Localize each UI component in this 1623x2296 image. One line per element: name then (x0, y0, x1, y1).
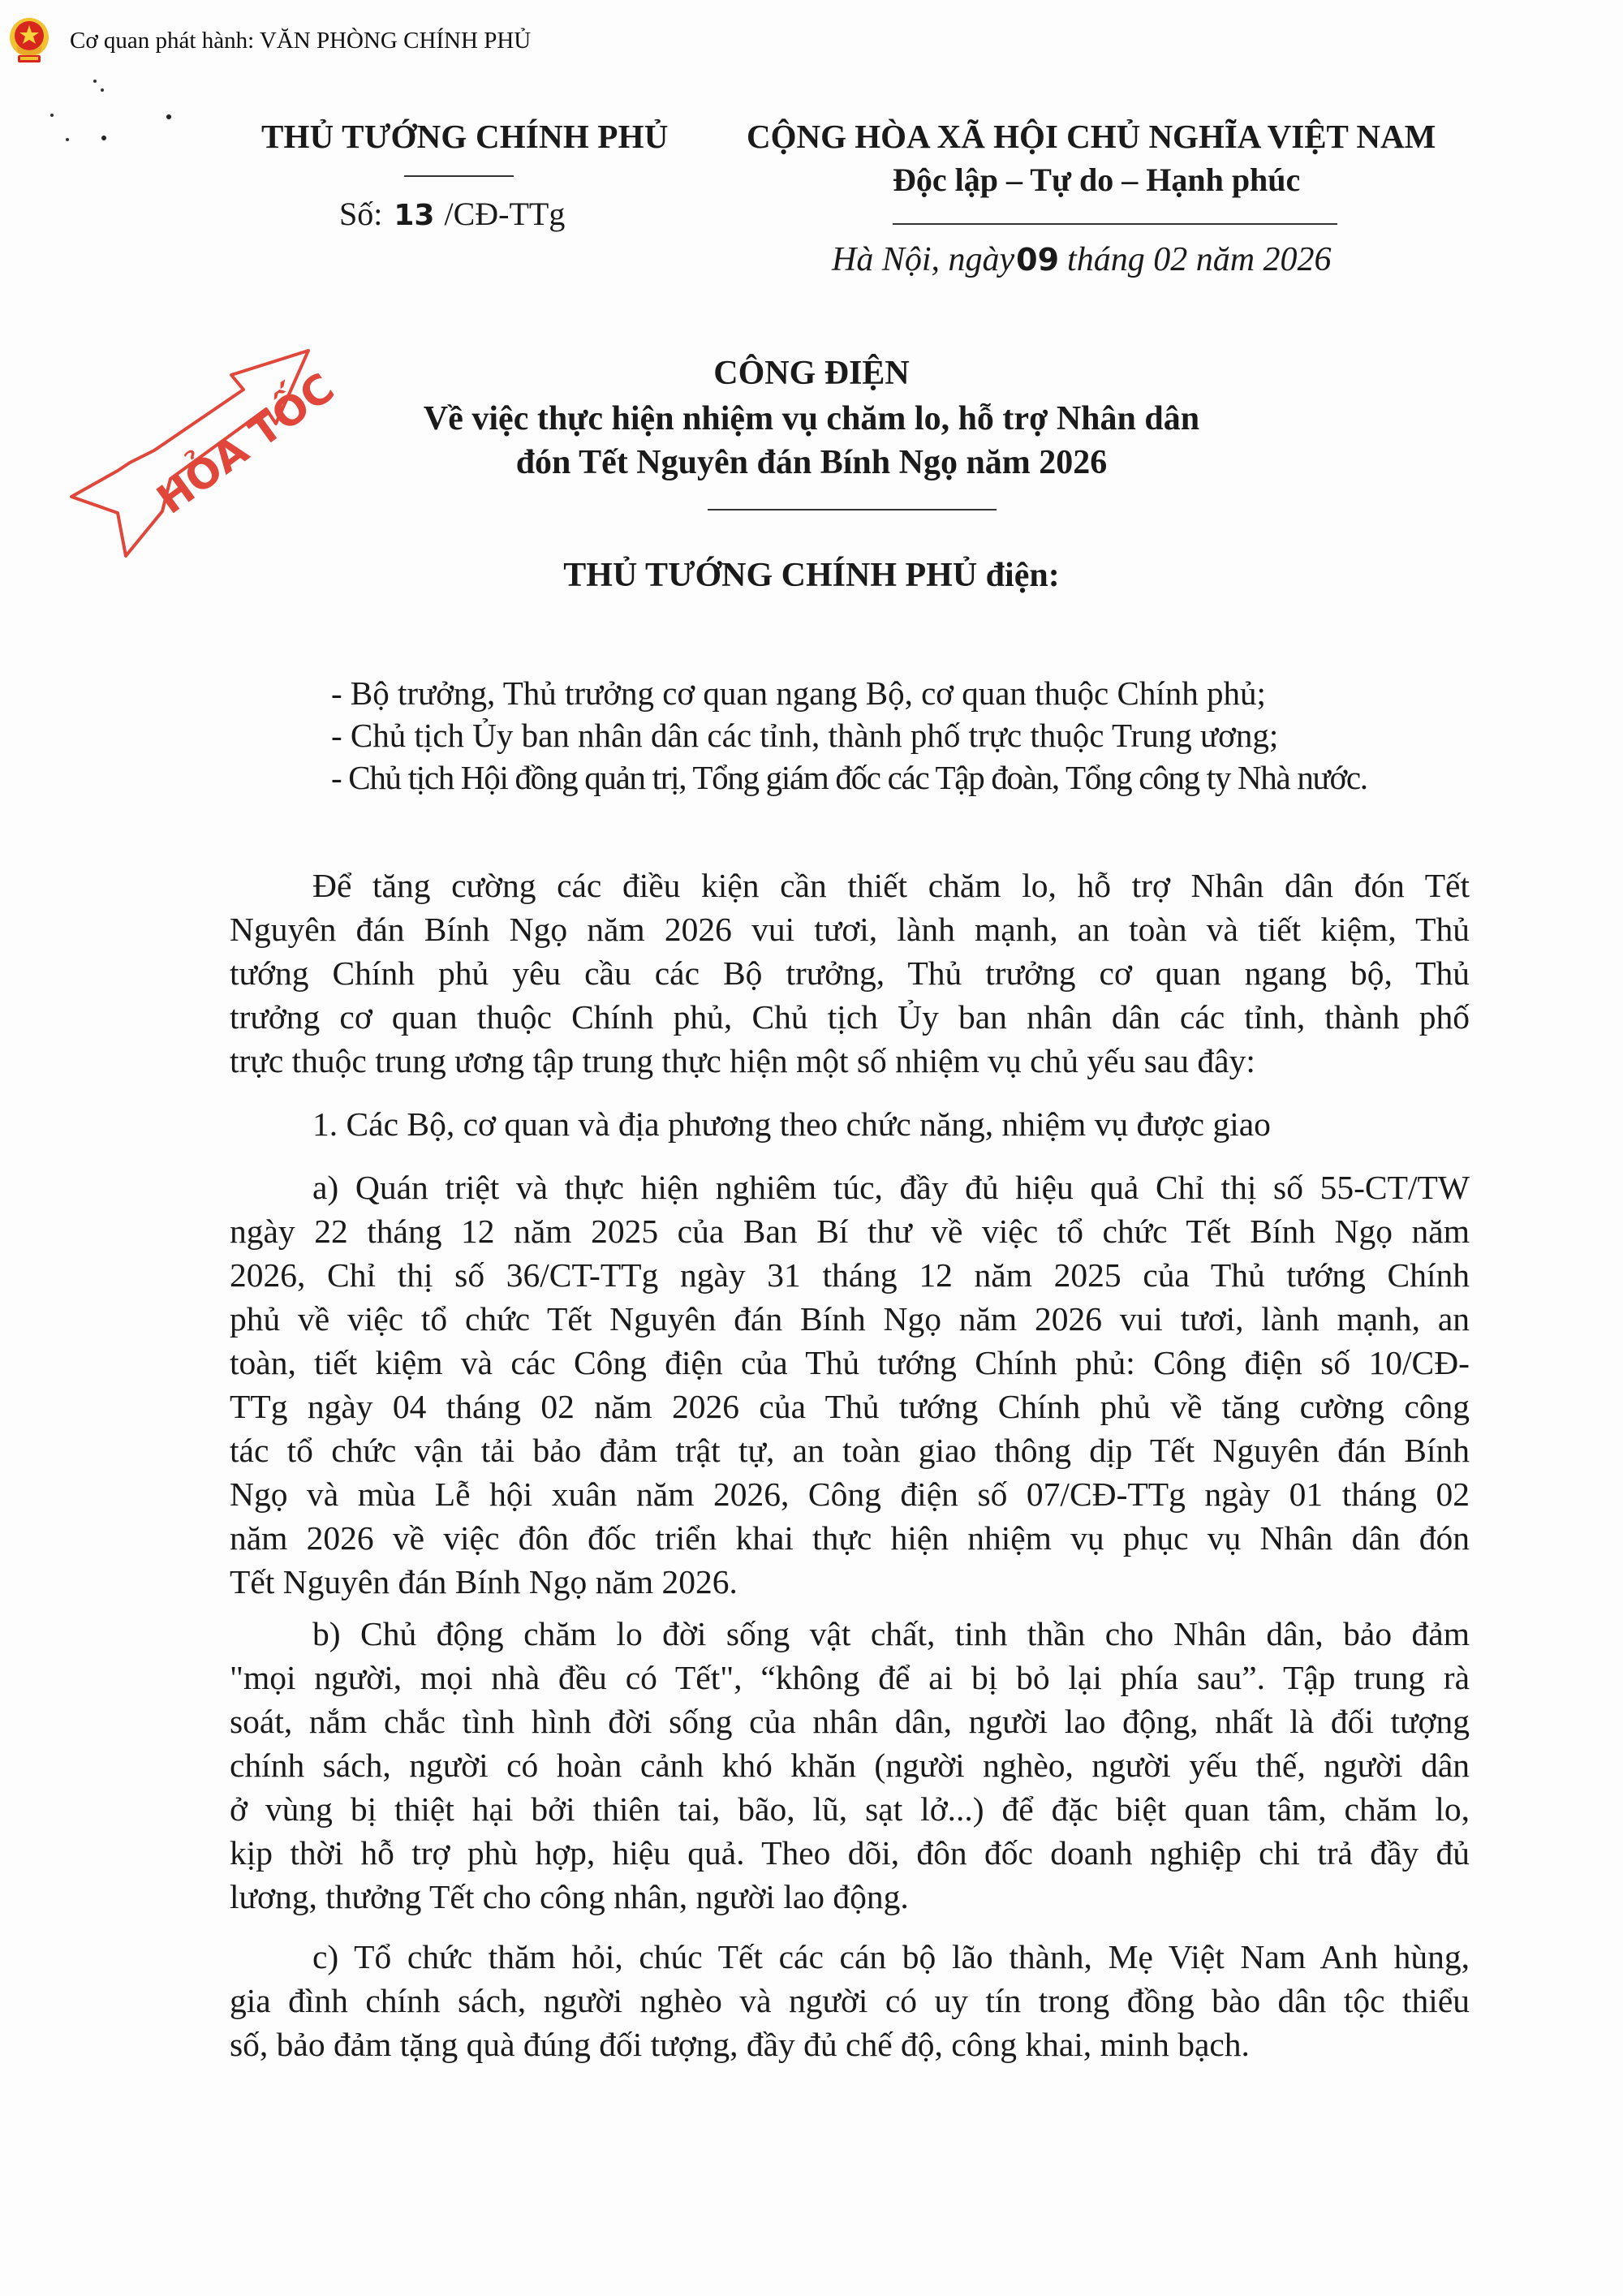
agency-name: THỦ TƯỚNG CHÍNH PHỦ (261, 118, 669, 155)
body-line: 2026, Chỉ thị số 36/CT-TTg ngày 31 tháng 12 năm 2025 của Thủ tướng Chính (230, 1256, 1470, 1294)
body-line: ngày 22 tháng 12 năm 2025 của Ban Bí thư về việc tổ chức Tết Bính Ngọ năm (230, 1213, 1470, 1250)
national-emblem-icon (6, 16, 52, 68)
sender-line: THỦ TƯỚNG CHÍNH PHỦ điện: (563, 557, 1060, 594)
body-line: tướng Chính phủ yêu cầu các Bộ trưởng, Thủ trưởng cơ quan ngang bộ, Thủ (230, 954, 1470, 992)
number-value: 13 (394, 199, 435, 232)
stamp-text: HỎA TỐC (148, 364, 343, 523)
agency-underline (404, 175, 514, 177)
section-1-heading (230, 1102, 1470, 1146)
recipient-item: - Bộ trưởng, Thủ trưởng cơ quan ngang Bộ, cơ quan thuộc Chính phủ; (331, 674, 1266, 712)
item-c-paragraph (230, 1935, 1470, 2066)
place-suffix: tháng 02 năm 2026 (1067, 241, 1332, 278)
body-line: Nguyên đán Bính Ngọ năm 2026 vui tươi, lành mạnh, an toàn và tiết kiệm, Thủ (230, 911, 1470, 948)
body-line: Tết Nguyên đán Bính Ngọ năm 2026. (230, 1563, 738, 1600)
document-number (339, 195, 565, 233)
body-line: trực thuộc trung ương tập trung thực hiện một số nhiệm vụ chủ yếu sau đây: (230, 1042, 1255, 1079)
motto: Độc lập – Tự do – Hạnh phúc (893, 162, 1301, 198)
body-line: gia đình chính sách, người nghèo và người có uy tín trong đồng bào dân tộc thiểu (230, 1982, 1470, 2019)
body-line: kịp thời hỗ trợ phù hợp, hiệu quả. Theo dõi, đôn đốc doanh nghiệp chi trả đầy đủ (230, 1834, 1470, 1872)
number-prefix: Số: (339, 196, 383, 232)
issuer-bar (0, 16, 730, 65)
recipient-item: - Chủ tịch Hội đồng quản trị, Tổng giám đốc các Tập đoàn, Tổng công ty Nhà nước. (331, 759, 1367, 796)
body-line: năm 2026 về việc đôn đốc triển khai thực hiện nhiệm vụ phục vụ Nhân dân đón (230, 1519, 1470, 1557)
body-line: phủ về việc tổ chức Tết Nguyên đán Bính Ngọ năm 2026 vui tươi, lành mạnh, an (230, 1300, 1470, 1338)
body-line: TTg ngày 04 tháng 02 năm 2026 của Thủ tướng Chính phủ về tăng cường công (230, 1388, 1470, 1425)
item-a-paragraph (230, 1165, 1470, 1604)
body-line: soát, nắm chắc tình hình đời sống của nhân dân, người lao động, nhất là đối tượng (230, 1703, 1470, 1740)
body-line: lương, thưởng Tết cho công nhân, người lao động. (230, 1878, 909, 1915)
place-date (832, 240, 1332, 279)
item-b-paragraph (230, 1612, 1470, 1919)
title-underline (708, 509, 997, 510)
body-line: chính sách, người có hoàn cảnh khó khăn (người nghèo, người yếu thế, người dân (230, 1747, 1470, 1784)
body-line: số, bảo đảm tặng quà đúng đối tượng, đầy đủ chế độ, công khai, minh bạch. (230, 2026, 1250, 2063)
body-line: a) Quán triệt và thực hiện nghiêm túc, đầy đủ hiệu quả Chỉ thị số 55-CT/TW (312, 1169, 1470, 1206)
body-line: Để tăng cường các điều kiện cần thiết chăm lo, hỗ trợ Nhân dân đón Tết (312, 867, 1470, 904)
day-value: 09 (1016, 242, 1060, 278)
document-type: CÔNG ĐIỆN (713, 355, 910, 392)
place-prefix: Hà Nội, ngày (832, 241, 1015, 278)
body-line: toàn, tiết kiệm và các Công điện của Thủ tướng Chính phủ: Công điện số 10/CĐ- (230, 1344, 1470, 1381)
issuer-label: Cơ quan phát hành: VĂN PHÒNG CHÍNH PHỦ (70, 28, 532, 54)
body-line: tác tổ chức vận tải bảo đảm trật tự, an toàn giao thông dịp Tết Nguyên đán Bính (230, 1432, 1470, 1469)
body-line: Ngọ và mùa Lễ hội xuân năm 2026, Công điện số 07/CĐ-TTg ngày 01 tháng 02 (230, 1475, 1470, 1513)
body-line: 1. Các Bộ, cơ quan và địa phương theo chức năng, nhiệm vụ được giao (312, 1105, 1271, 1143)
scan-specks (49, 73, 211, 146)
intro-paragraph (230, 864, 1470, 1083)
number-suffix: /CĐ-TTg (444, 196, 566, 232)
body-line: ở vùng bị thiệt hại bởi thiên tai, bão, lũ, sạt lở...) để đặc biệt quan tâm, chăm lo, (230, 1790, 1470, 1828)
body-line: b) Chủ động chăm lo đời sống vật chất, tinh thần cho Nhân dân, bảo đảm (312, 1615, 1470, 1652)
recipient-item: - Chủ tịch Ủy ban nhân dân các tỉnh, thành phố trực thuộc Trung ương; (331, 717, 1279, 754)
body-line: c) Tổ chức thăm hỏi, chúc Tết các cán bộ lão thành, Mẹ Việt Nam Anh hùng, (312, 1938, 1470, 1975)
nation-name: CỘNG HÒA XÃ HỘI CHỦ NGHĨA VIỆT NAM (747, 118, 1436, 155)
subject-line-2: đón Tết Nguyên đán Bính Ngọ năm 2026 (515, 444, 1108, 481)
motto-underline (893, 223, 1337, 225)
body-line: "mọi người, mọi nhà đều có Tết", “không để ai bị bỏ lại phía sau”. Tập trung rà (230, 1659, 1470, 1696)
body-line: trưởng cơ quan thuộc Chính phủ, Chủ tịch Ủy ban nhân dân các tỉnh, thành phố (230, 998, 1470, 1036)
subject-line-1: Về việc thực hiện nhiệm vụ chăm lo, hỗ trợ Nhân dân (423, 400, 1200, 437)
